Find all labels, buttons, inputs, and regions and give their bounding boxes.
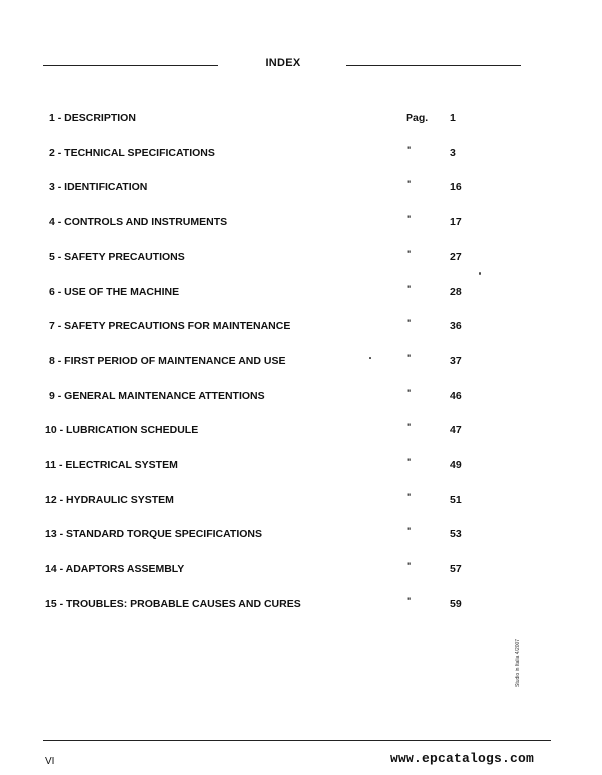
index-entry	[0, 112, 602, 128]
entry-page-number: 28	[450, 286, 462, 298]
entry-label: 12 - HYDRAULIC SYSTEM	[45, 494, 174, 506]
index-entry	[0, 216, 602, 232]
index-entry	[0, 459, 602, 475]
ditto-mark: "	[407, 249, 412, 259]
index-entry	[0, 181, 602, 197]
entry-page-number: 49	[450, 459, 462, 471]
ditto-mark: "	[407, 353, 412, 363]
entry-page-number: 46	[450, 390, 462, 402]
title-rule-right	[346, 65, 521, 66]
entry-page-number: 53	[450, 528, 462, 540]
entry-page-number: 47	[450, 424, 462, 436]
ditto-mark: "	[407, 145, 412, 155]
index-entry	[0, 286, 602, 302]
entry-page-number: 16	[450, 181, 462, 193]
index-entry	[0, 251, 602, 267]
title-rule-left	[43, 65, 218, 66]
index-entry	[0, 320, 602, 336]
ditto-mark: "	[407, 596, 412, 606]
entry-label: 8 - FIRST PERIOD OF MAINTENANCE AND USE	[49, 355, 286, 367]
page-title: INDEX	[265, 57, 301, 69]
entry-label: 4 - CONTROLS AND INSTRUMENTS	[49, 216, 228, 228]
entry-label: 2 - TECHNICAL SPECIFICATIONS	[49, 147, 215, 159]
entry-label: 14 - ADAPTORS ASSEMBLY	[45, 563, 185, 575]
entry-page-number: 51	[450, 494, 462, 506]
ditto-mark: "	[407, 179, 412, 189]
index-entry	[0, 563, 602, 579]
entry-page-number: 17	[450, 216, 462, 228]
ditto-mark: "	[407, 284, 412, 294]
entry-page-number: 3	[450, 147, 456, 159]
printed-note: Studio in Italia 4/2007	[515, 638, 521, 687]
index-entry	[0, 598, 602, 614]
index-entry	[0, 390, 602, 406]
entry-label: 6 - USE OF THE MACHINE	[49, 286, 180, 298]
entry-label: 5 - SAFETY PRECAUTIONS	[49, 251, 185, 263]
entry-page-number: 1	[450, 112, 456, 124]
index-entry	[0, 494, 602, 510]
entry-page-number: 36	[450, 320, 462, 332]
ditto-mark: "	[407, 422, 412, 432]
entry-label: 3 - IDENTIFICATION	[49, 181, 148, 193]
entry-label: 13 - STANDARD TORQUE SPECIFICATIONS	[45, 528, 263, 540]
index-entry	[0, 147, 602, 163]
ditto-mark: "	[407, 561, 412, 571]
page-ref-label: Pag.	[406, 112, 429, 124]
footer-rule	[43, 740, 551, 741]
ditto-mark: "	[407, 526, 412, 536]
index-entry	[0, 355, 602, 371]
entry-page-number: 59	[450, 598, 462, 610]
entry-label: 1 - DESCRIPTION	[49, 112, 136, 124]
scan-speck	[369, 357, 371, 359]
index-entry	[0, 424, 602, 440]
entry-label: 9 - GENERAL MAINTENANCE ATTENTIONS	[49, 390, 265, 402]
ditto-mark: "	[407, 492, 412, 502]
entry-label: 10 - LUBRICATION SCHEDULE	[45, 424, 199, 436]
scan-speck	[479, 272, 481, 275]
page-number: VI	[45, 756, 55, 767]
entry-page-number: 37	[450, 355, 462, 367]
ditto-mark: "	[407, 457, 412, 467]
ditto-mark: "	[407, 388, 412, 398]
entry-page-number: 27	[450, 251, 462, 263]
entry-label: 15 - TROUBLES: PROBABLE CAUSES AND CURES	[45, 598, 301, 610]
entry-label: 11 - ELECTRICAL SYSTEM	[45, 459, 178, 471]
ditto-mark: "	[407, 214, 412, 224]
ditto-mark: "	[407, 318, 412, 328]
entry-page-number: 57	[450, 563, 462, 575]
entry-label: 7 - SAFETY PRECAUTIONS FOR MAINTENANCE	[49, 320, 291, 332]
index-entry	[0, 528, 602, 544]
watermark-url: www.epcatalogs.com	[390, 751, 535, 766]
